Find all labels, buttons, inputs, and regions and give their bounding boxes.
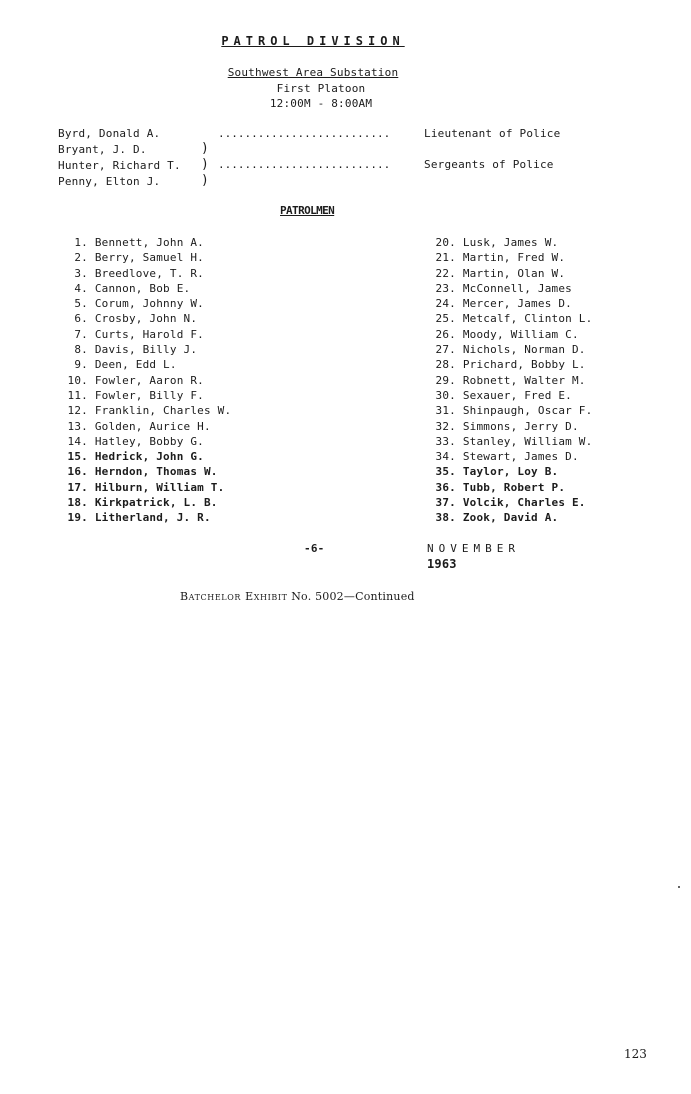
list-item-number: 11. [67, 388, 88, 402]
list-item-number: 16. [67, 465, 88, 479]
list-item [424, 373, 592, 388]
patrolmen-list-left [56, 235, 231, 526]
list-item [424, 357, 592, 372]
list-item [424, 327, 592, 342]
list-item [56, 434, 231, 449]
list-item-name: Hilburn, William T. [94, 480, 225, 494]
list-item-name: Deen, Edd L. [94, 358, 177, 372]
list-item-number: 4. [74, 281, 88, 295]
sergeant-name: Hunter, Richard T. [58, 159, 181, 172]
list-item-name: Fowler, Billy F. [94, 388, 204, 402]
list-item [424, 311, 592, 326]
list-item [56, 419, 231, 434]
list-item-number: 6. [74, 312, 88, 326]
list-item [56, 296, 231, 311]
list-item [56, 449, 231, 464]
list-item-number: 19. [67, 511, 88, 525]
list-item-name: Breedlove, T. R. [94, 266, 204, 280]
list-item-name: Bennett, John A. [94, 236, 204, 249]
list-item [56, 388, 231, 403]
list-item-name: Martin, Olan W. [462, 266, 566, 280]
lieutenant-leader-dots: .......................... [218, 127, 391, 140]
list-item [424, 495, 592, 510]
list-item-number: 28. [435, 358, 456, 372]
list-item-number: 22. [435, 266, 456, 280]
list-item [56, 327, 231, 342]
list-item-name: Franklin, Charles W. [94, 404, 232, 418]
list-item-number: 5. [74, 297, 88, 311]
list-item-name: Taylor, Loy B. [462, 465, 559, 479]
list-item [424, 419, 592, 434]
list-item-number: 12. [67, 404, 88, 418]
scan-speck [678, 886, 680, 888]
list-item [424, 464, 592, 479]
list-item-name: Martin, Fred W. [462, 251, 566, 265]
list-item-name: Sexauer, Fred E. [462, 388, 572, 402]
list-item [424, 342, 592, 357]
sergeants-brace: ) [201, 141, 210, 156]
list-item-number: 10. [67, 373, 88, 387]
list-item [424, 235, 592, 250]
list-item-number: 34. [435, 450, 456, 464]
list-item [424, 480, 592, 495]
sergeants-rank: Sergeants of Police [424, 158, 554, 171]
document-year: 1963 [427, 557, 457, 571]
list-item-name: Berry, Samuel H. [94, 251, 204, 265]
list-item-number: 24. [435, 297, 456, 311]
list-item-name: Robnett, Walter M. [462, 373, 586, 387]
list-item-name: Hedrick, John G. [94, 450, 204, 464]
list-item-number: 35. [435, 465, 456, 479]
list-item-name: Cannon, Bob E. [94, 281, 191, 295]
list-item-name: Simmons, Jerry D. [462, 419, 579, 433]
list-item [56, 357, 231, 372]
substation-heading: Southwest Area Substation [227, 66, 399, 79]
list-item-name: Shinpaugh, Oscar F. [462, 404, 593, 418]
patrolmen-list-right [424, 235, 592, 526]
list-item [56, 235, 231, 250]
list-item-number: 29. [435, 373, 456, 387]
list-item [56, 266, 231, 281]
list-item-name: Zook, David A. [462, 511, 559, 525]
list-item-number: 27. [435, 343, 456, 357]
list-item-number: 2. [74, 251, 88, 265]
list-item-number: 1. [74, 236, 88, 249]
list-item-number: 33. [435, 434, 456, 448]
list-item-name: Kirkpatrick, L. B. [94, 496, 218, 510]
list-item [424, 403, 592, 418]
list-item-number: 38. [435, 511, 456, 525]
list-item-number: 26. [435, 327, 456, 341]
lieutenant-name: Byrd, Donald A. [58, 127, 161, 140]
list-item [56, 281, 231, 296]
list-item [424, 449, 592, 464]
list-item-name: Volcik, Charles E. [462, 496, 586, 510]
list-item-name: Stanley, William W. [462, 434, 593, 448]
shift-hours: 12:00M - 8:00AM [269, 97, 373, 110]
list-item-number: 30. [435, 388, 456, 402]
list-item-name: McConnell, James [462, 281, 572, 295]
sergeant-name: Bryant, J. D. [58, 143, 147, 156]
list-item-name: Metcalf, Clinton L. [462, 312, 593, 326]
list-item-number: 14. [67, 434, 88, 448]
page-marker: -6- [304, 542, 325, 555]
list-item-name: Curts, Harold F. [94, 327, 204, 341]
list-item-number: 18. [67, 496, 88, 510]
sergeants-brace: ) [201, 173, 210, 188]
list-item-number: 23. [435, 281, 456, 295]
list-item-name: Mercer, James D. [462, 297, 572, 311]
list-item [424, 296, 592, 311]
list-item [56, 250, 231, 265]
list-item-name: Nichols, Norman D. [462, 343, 586, 357]
list-item-number: 17. [67, 480, 88, 494]
list-item-name: Crosby, John N. [94, 312, 198, 326]
list-item [56, 495, 231, 510]
list-item-number: 7. [74, 327, 88, 341]
exhibit-caption [180, 590, 415, 603]
list-item-name: Litherland, J. R. [94, 511, 211, 525]
list-item-number: 32. [435, 419, 456, 433]
list-item [424, 434, 592, 449]
list-item [424, 510, 592, 525]
document-title: PATROL DIVISION [221, 34, 405, 48]
list-item-name: Golden, Aurice H. [94, 419, 211, 433]
list-item-name: Prichard, Bobby L. [462, 358, 586, 372]
list-item [56, 403, 231, 418]
lieutenant-rank: Lieutenant of Police [424, 127, 561, 140]
list-item [56, 373, 231, 388]
list-item-name: Moody, William C. [462, 327, 579, 341]
list-item-number: 3. [74, 266, 88, 280]
list-item [424, 266, 592, 281]
document-month: NOVEMBER [427, 542, 520, 555]
list-item-name: Corum, Johnny W. [94, 297, 204, 311]
list-item-name: Hatley, Bobby G. [94, 434, 204, 448]
sergeants-brace: ) [201, 157, 210, 172]
list-item-number: 36. [435, 480, 456, 494]
list-item [56, 311, 231, 326]
list-item-number: 9. [74, 358, 88, 372]
list-item-number: 15. [67, 450, 88, 464]
list-item-number: 8. [74, 343, 88, 357]
list-item-number: 20. [435, 236, 456, 249]
list-item-number: 13. [67, 419, 88, 433]
list-item-number: 21. [435, 251, 456, 265]
sergeant-name: Penny, Elton J. [58, 175, 161, 188]
list-item [56, 342, 231, 357]
page-folio: 123 [624, 1047, 647, 1061]
list-item [424, 250, 592, 265]
list-item-number: 25. [435, 312, 456, 326]
list-item-name: Stewart, James D. [462, 450, 579, 464]
list-item-number: 37. [435, 496, 456, 510]
patrolmen-heading: PATROLMEN [280, 204, 335, 217]
exhibit-caption-number: No. 5002—Continued [291, 590, 415, 603]
platoon-heading: First Platoon [276, 82, 366, 95]
exhibit-caption-name: Batchelor Exhibit [180, 590, 288, 603]
list-item [56, 510, 231, 525]
list-item [424, 281, 592, 296]
list-item [424, 388, 592, 403]
list-item-number: 31. [435, 404, 456, 418]
list-item-name: Fowler, Aaron R. [94, 373, 204, 387]
list-item [56, 464, 231, 479]
list-item-name: Herndon, Thomas W. [94, 465, 218, 479]
list-item [56, 480, 231, 495]
list-item-name: Lusk, James W. [462, 236, 559, 249]
list-item-name: Davis, Billy J. [94, 343, 198, 357]
list-item-name: Tubb, Robert P. [462, 480, 566, 494]
sergeants-leader-dots: .......................... [218, 158, 391, 171]
